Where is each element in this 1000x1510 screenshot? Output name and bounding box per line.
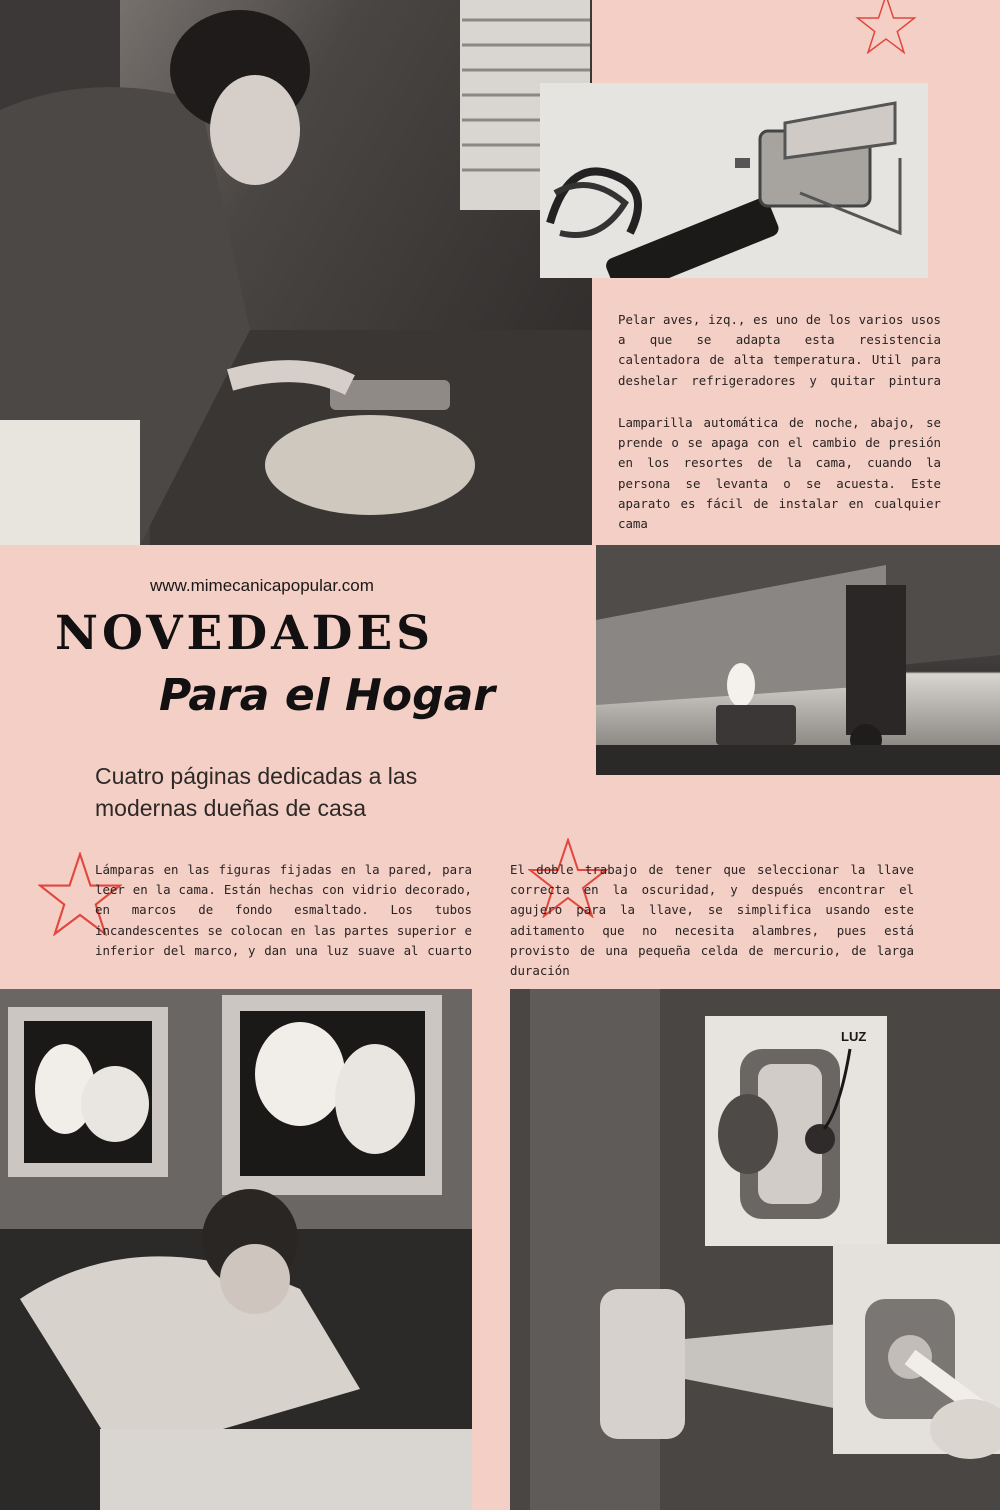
caption-night-lamp: Lamparilla automática de noche, abajo, se prende o se apaga con el cambio de presión en los resortes de la cama, cuando la persona se levanta o se acuesta. Este aparato es fácil de instalar en cualquier cama [618, 415, 941, 532]
photo-bed-night-lamp [596, 545, 1000, 775]
headline: NOVEDADES [55, 606, 435, 661]
wall-lamps-illustration [0, 989, 472, 1510]
photo-wall-lamps-reading-in-bed [0, 989, 472, 1510]
night-lamp-illustration [596, 545, 1000, 775]
heater-element-illustration [540, 83, 928, 278]
dek: Cuatro páginas dedicadas a las modernas dueñas de casa [95, 763, 418, 821]
site-url: www.mimecanicapopular.com [150, 576, 374, 595]
caption-heater: Pelar aves, izq., es uno de los varios usos a que se adapta esta resistencia calentadora de alta temperatura. Util para deshelar refrigeradores y quitar pintura [618, 312, 941, 388]
caption-key-light: El doble trabajo de tener que seleccionar la llave correcta en la oscuridad, y después encontrar el agujero para la llave, se simplifica usando este aditamento que no necesita alambres, pues está provisto de una pequeña celda de mercurio, de larga duración [510, 862, 914, 979]
photo-heater-element [540, 83, 928, 278]
photo-woman-plucking-poultry [0, 0, 592, 545]
key-light-illustration [510, 989, 1000, 1510]
star-decoration [846, 0, 926, 54]
poultry-scene-illustration [0, 0, 592, 545]
photo-door-key-light [510, 989, 1000, 1510]
light-label: LUZ [841, 1029, 867, 1044]
caption-wall-lamps: Lámparas en las figuras fijadas en la pared, para leer en la cama. Están hechas con vidrio decorado, en marcos de fondo esmaltado. Los tubos incandescentes se colocan en las partes superior e inferior del marco, y dan una luz suave al cuarto [95, 862, 472, 958]
subheadline: Para el Hogar [158, 670, 495, 721]
